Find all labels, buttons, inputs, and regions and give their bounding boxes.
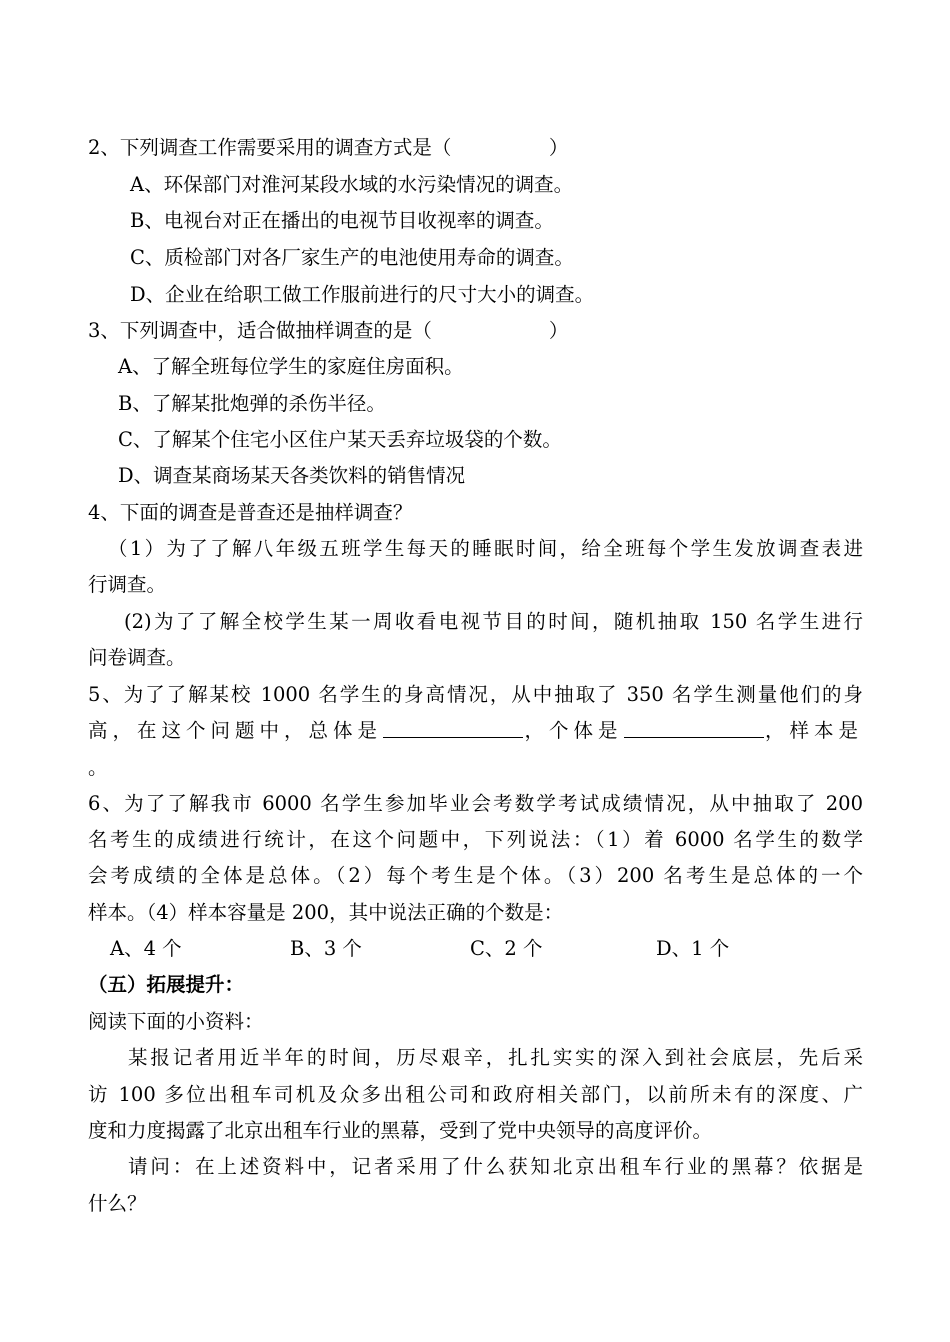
q2-option-c: C、质检部门对各厂家生产的电池使用寿命的调查。	[130, 246, 574, 269]
q3-option-d: D、调查某商场某天各类饮料的销售情况	[118, 464, 466, 487]
q6-line4: 样本。（4）样本容量是 200，其中说法正确的个数是：	[88, 901, 564, 924]
section5-para-line1: 某报记者用近半年的时间，历尽艰辛，扎扎实实的深入到社会底层，先后采	[128, 1046, 863, 1069]
q5-individual-label: ，个体是	[524, 719, 623, 742]
q5-line2	[88, 717, 863, 745]
section5-para-line2: 访 100 多位出租车司机及众多出租公司和政府相关部门，以前所未有的深度、广	[88, 1083, 863, 1106]
q5-total-label: 高，在这个问题中，总体是	[88, 719, 383, 742]
q4-stem: 4、下面的调查是普查还是抽样调查？	[88, 501, 413, 524]
q4-item2-line2: 问卷调查。	[88, 646, 186, 669]
q3-option-a: A、了解全班每位学生的家庭住房面积。	[118, 355, 464, 378]
q6-line1: 6、为了了解我市 6000 名学生参加毕业会考数学考试成绩情况，从中抽取了 200	[88, 792, 863, 815]
section5-para-line3: 度和力度揭露了北京出租车行业的黑幕，受到了党中央领导的高度评价。	[88, 1119, 713, 1142]
q4-item1-line1: （1）为了了解八年级五班学生每天的睡眠时间，给全班每个学生发放调查表进	[108, 537, 863, 560]
q4-item1-line2: 行调查。	[88, 573, 167, 596]
section5-heading: （五）拓展提升：	[88, 973, 245, 996]
q3-option-c: C、了解某个住宅小区住户某天丢弃垃圾袋的个数。	[118, 428, 562, 451]
section5-question-line2: 什么？	[88, 1192, 147, 1215]
q5-sample-label: ，样本是	[764, 719, 863, 742]
q5-line1: 5、为了了解某校 1000 名学生的身高情况，从中抽取了 350 名学生测量他们的身	[88, 683, 863, 706]
q2-option-d: D、企业在给职工做工作服前进行的尺寸大小的调查。	[130, 283, 595, 306]
q3-option-b: B、了解某批炮弹的杀伤半径。	[118, 392, 386, 415]
q6-choice-d: D、1 个	[656, 937, 730, 960]
section5-question-line1: 请问：在上述资料中，记者采用了什么获知北京出租车行业的黑幕？依据是	[128, 1155, 863, 1178]
q2-option-b: B、电视台对正在播出的电视节目收视率的调查。	[130, 209, 554, 232]
section5-intro: 阅读下面的小资料：	[88, 1010, 264, 1033]
q6-line3: 会考成绩的全体是总体。（2）每个考生是个体。（3）200 名考生是总体的一个	[88, 864, 863, 887]
q6-choice-c: C、2 个	[470, 937, 543, 960]
q4-item2-line1: (2)为了了解全校学生某一周收看电视节目的时间，随机抽取 150 名学生进行	[124, 610, 863, 633]
q6-line2: 名考生的成绩进行统计，在这个问题中，下列说法：（1）着 6000 名学生的数学	[88, 828, 863, 851]
q3-stem: 3、下列调查中，适合做抽样调查的是（ ）	[88, 319, 569, 342]
q6-choice-b: B、3 个	[290, 937, 362, 960]
q2-option-a: A、环保部门对淮河某段水域的水污染情况的调查。	[130, 173, 574, 196]
q5-individual-blank	[624, 717, 764, 738]
q2-stem: 2、下列调查工作需要采用的调查方式是（ ）	[88, 136, 569, 159]
q5-line3: 。	[88, 756, 108, 779]
q5-total-blank	[383, 717, 523, 738]
q6-choice-a: A、4 个	[110, 937, 182, 960]
